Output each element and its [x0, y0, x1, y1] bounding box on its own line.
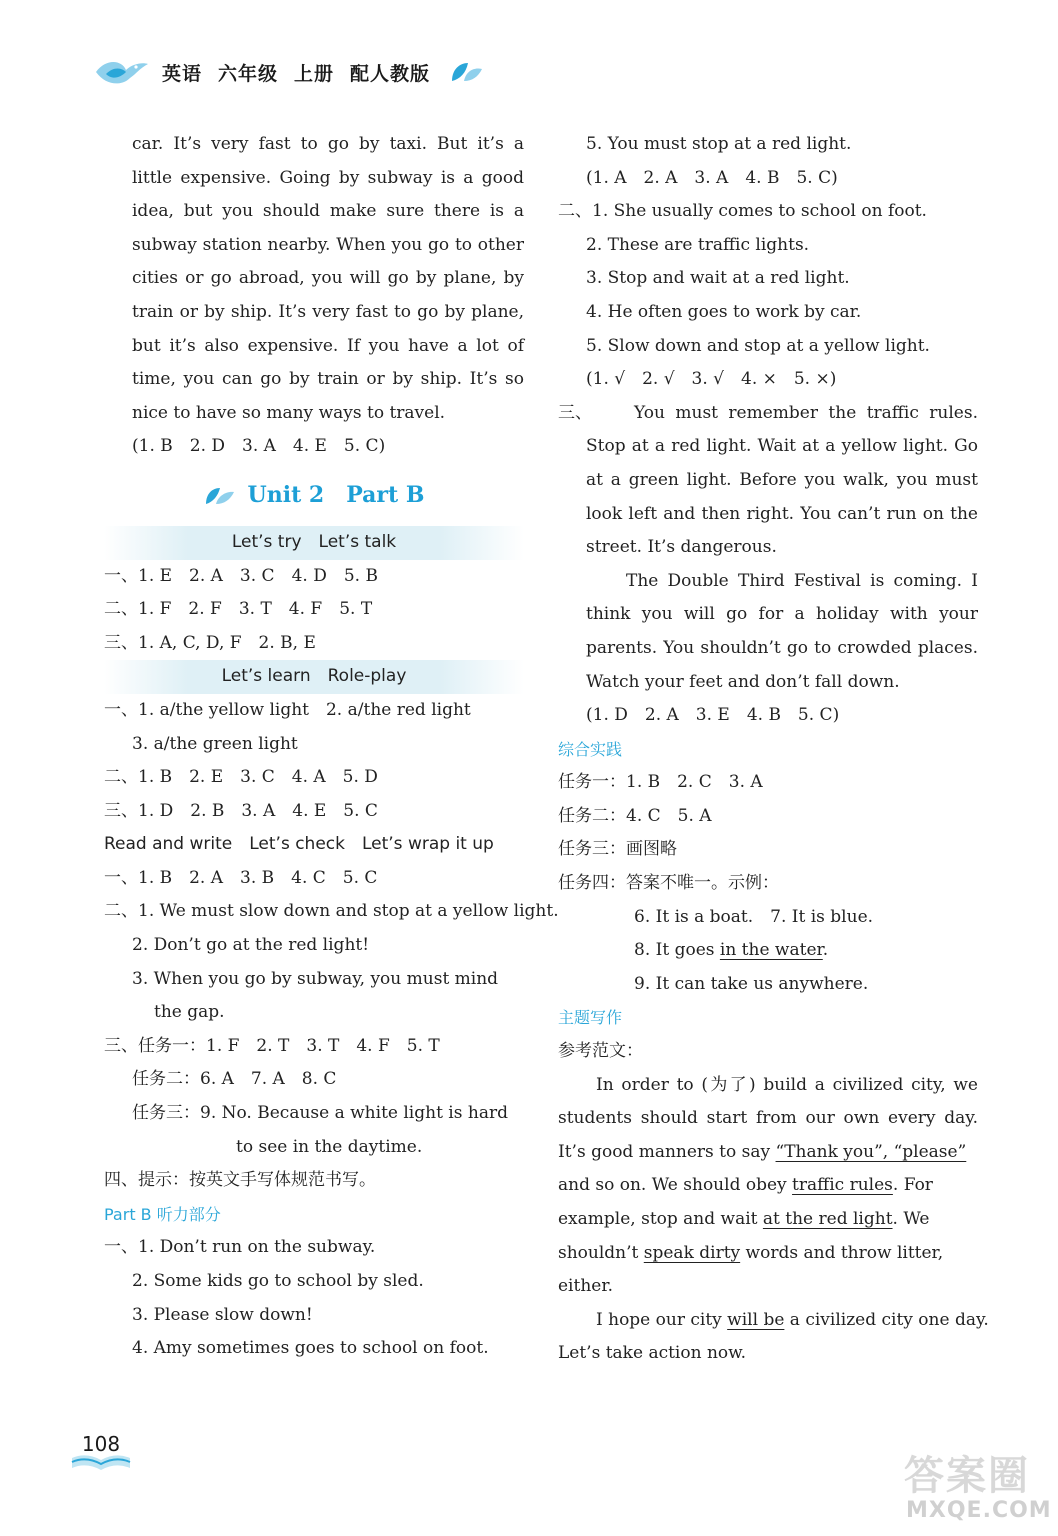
answer-line: 三、1. A, C, D, F 2. B, E	[104, 632, 316, 653]
passage-line: nice to have so many ways to travel.	[132, 402, 446, 423]
leaf-icon	[204, 486, 236, 506]
passage-answers: (1. D 2. A 3. E 4. B 5. C)	[586, 705, 840, 726]
answer-line: to see in the daytime.	[236, 1136, 423, 1157]
essay-text: example, stop and wait	[558, 1209, 763, 1229]
unit-title	[104, 464, 524, 526]
writing-title: 主题写作	[558, 1008, 623, 1028]
listening-title: Part B 听力部分	[104, 1204, 221, 1224]
essay-line	[558, 1203, 978, 1237]
passage-first-line	[558, 397, 978, 431]
passage-line: but it’s also expensive. If you have a lot of	[132, 335, 524, 356]
answer-line: 二、1. B 2. E 3. C 4. A 5. D	[104, 767, 378, 788]
example-line: 6. It is a boat. 7. It is blue.	[634, 906, 874, 927]
essay-text: It’s good manners to say	[558, 1141, 776, 1162]
answer-line: the gap.	[154, 1002, 225, 1023]
answer-line: 任务三：9. No. Because a white light is hard	[132, 1103, 508, 1124]
answer-line: 一、1. Don’t run on the subway.	[104, 1237, 376, 1258]
passage-line: Stop at a red light. Wait at a yellow light. Go	[586, 436, 978, 457]
underlined-phrase: at the red light	[762, 1209, 893, 1229]
essay-text: and so on. We should obey	[558, 1175, 793, 1196]
passage-line: parents. You shouldn’t go to crowded places.	[586, 637, 978, 658]
answer-line: 四、提示：按英文手写体规范书写。	[104, 1170, 376, 1191]
page-number-badge	[68, 1428, 134, 1474]
leaf-icon	[450, 61, 484, 83]
passage-line: street. It’s dangerous.	[586, 537, 777, 558]
underlined-phrase: will be	[727, 1309, 785, 1330]
essay-line	[558, 1169, 978, 1203]
watermark-url: MXQE.COM	[906, 1498, 1052, 1523]
passage-line: cities or go abroad, you will go by plane, by	[132, 268, 524, 289]
section-title: Let’s learn Role-play	[104, 660, 524, 694]
passage-line: little expensive. Going by subway is a good	[132, 167, 524, 188]
answer-line: 5. Slow down and stop at a yellow light.	[586, 335, 930, 356]
section-label: 三、	[558, 402, 592, 423]
header-volume: 上册	[294, 62, 335, 85]
answer-line: 一、1. a/the yellow light 2. a/the red light	[104, 699, 471, 720]
essay-line	[558, 1304, 989, 1338]
watermark-text: 答案圈	[904, 1453, 1030, 1499]
answer-line: 任务二：4. C 5. A	[558, 805, 712, 826]
essay-text: shouldn’t	[558, 1242, 644, 1263]
passage	[104, 128, 524, 464]
underlined-phrase: speak dirty	[643, 1242, 741, 1263]
answer-line: 5. You must stop at a red light.	[586, 134, 852, 154]
practice-title: 综合实践	[558, 739, 623, 759]
writing-ref-label: 参考范文：	[558, 1041, 643, 1062]
answer-line: 一、1. E 2. A 3. C 4. D 5. B	[104, 565, 378, 586]
answer-line: 3. When you go by subway, you must mind	[132, 968, 499, 989]
essay-line	[558, 1237, 978, 1271]
essay-line	[558, 1136, 978, 1170]
answer-line: 4. He often goes to work by car.	[586, 301, 862, 322]
answer-line: 2. Some kids go to school by sled.	[132, 1271, 424, 1291]
right-column	[558, 128, 989, 1371]
example-text: .	[822, 940, 829, 961]
essay-line: either.	[558, 1276, 614, 1297]
answer-line: 3. a/the green light	[132, 733, 298, 754]
passage-line: car. It’s very fast to go by taxi. But it’s a	[132, 134, 524, 154]
passage-line: idea, but you should make sure there is a	[132, 201, 524, 222]
section-title: Let’s try Let’s talk	[104, 526, 524, 560]
bird-logo-icon	[92, 54, 150, 90]
essay-text: . For	[892, 1175, 933, 1196]
section-title: Read and write Let’s check Let’s wrap it up	[104, 834, 494, 855]
answer-line: 2. These are traffic lights.	[586, 234, 810, 255]
answer-line: 二、1. She usually comes to school on foot.	[558, 201, 927, 222]
left-column	[104, 128, 559, 1366]
header-grade: 六年级	[218, 62, 279, 85]
essay-line: Let’s take action now.	[558, 1343, 747, 1364]
passage-line: think you will go for a holiday with your	[586, 604, 978, 625]
answer-line: (1. √ 2. √ 3. √ 4. × 5. ×)	[586, 369, 837, 390]
example-text: 8. It goes	[634, 940, 720, 961]
answer-line: 2. Don’t go at the red light!	[132, 935, 370, 956]
answer-line: 3. Please slow down!	[132, 1304, 313, 1325]
essay-text: a civilized city one day.	[784, 1309, 989, 1330]
passage-line: You must remember the traffic rules.	[634, 402, 978, 423]
passage-answers: (1. B 2. D 3. A 4. E 5. C)	[132, 436, 386, 457]
passage-line: Watch your feet and don’t fall down.	[586, 671, 900, 692]
answer-line: 三、任务一：1. F 2. T 3. T 4. F 5. T	[104, 1035, 440, 1056]
passage-line: The Double Third Festival is coming. I	[626, 570, 978, 591]
essay-text: . We	[892, 1209, 930, 1229]
page-header	[92, 52, 484, 92]
answer-line: 3. Stop and wait at a red light.	[586, 268, 850, 289]
essay-text: words and throw litter,	[740, 1242, 944, 1263]
essay-line: In order to (为了) build a civilized city, we	[596, 1074, 978, 1095]
answer-line: 任务四：答案不唯一。示例：	[558, 873, 779, 894]
answer-line: 二、1. F 2. F 3. T 4. F 5. T	[104, 599, 373, 620]
example-line: 9. It can take us anywhere.	[634, 973, 869, 994]
answer-line: 三、1. D 2. B 3. A 4. E 5. C	[104, 800, 378, 821]
underlined-phrase: in the water	[719, 940, 823, 961]
answer-line: 二、1. We must slow down and stop at a yellow light.	[104, 901, 559, 922]
page-number: 108	[81, 1432, 121, 1456]
essay-line: students should start from our own every day.	[558, 1108, 978, 1129]
underlined-phrase: traffic rules	[792, 1175, 893, 1196]
answer-line: 任务二：6. A 7. A 8. C	[132, 1069, 337, 1090]
passage-line: look left and then right. You can’t run on the	[586, 503, 978, 524]
answer-line: 任务一：1. B 2. C 3. A	[558, 772, 763, 793]
header-edition: 配人教版	[350, 62, 431, 85]
essay-text: I hope our city	[596, 1309, 728, 1330]
passage-line: subway station nearby. When you go to other	[132, 234, 524, 255]
answer-line: 4. Amy sometimes goes to school on foot.	[132, 1338, 489, 1359]
example-line	[558, 934, 978, 968]
unit-title-text: Unit 2 Part B	[247, 481, 425, 508]
watermark	[900, 1440, 1052, 1528]
passage-line: time, you can go by train or by ship. It’s so	[132, 369, 524, 390]
answer-line: (1. A 2. A 3. A 4. B 5. C)	[586, 167, 838, 188]
underlined-phrase: “Thank you”, “please”	[775, 1141, 967, 1162]
answer-line: 任务三：画图略	[558, 839, 677, 860]
answer-line: 一、1. B 2. A 3. B 4. C 5. C	[104, 867, 378, 888]
header-subject: 英语	[162, 62, 203, 85]
passage-line: train or by ship. It’s very fast to go by plane,	[132, 301, 524, 322]
passage-line: at a green light. Before you walk, you must	[586, 469, 978, 490]
